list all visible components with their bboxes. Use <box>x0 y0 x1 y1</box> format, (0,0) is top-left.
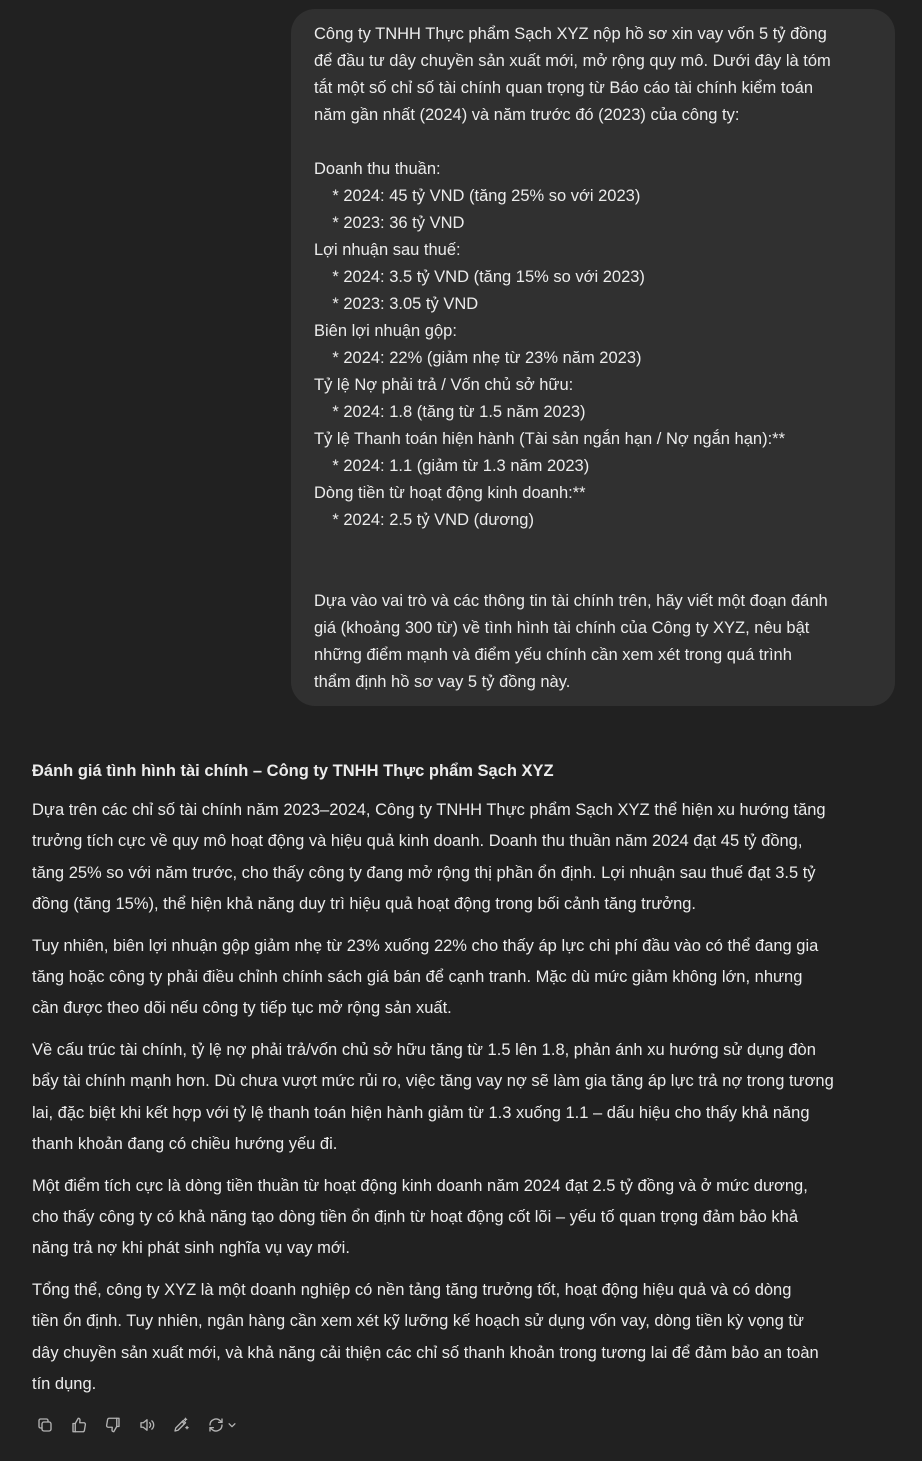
assistant-paragraph-line: cần được theo dõi nếu công ty tiếp tục mở rộng sản xuất. <box>32 999 452 1018</box>
copy-button[interactable] <box>32 1412 58 1438</box>
user-message-line: * 2023: 36 tỷ VND <box>314 214 465 232</box>
thumbs-down-icon <box>104 1416 122 1434</box>
user-message-line: Biên lợi nhuận gộp: <box>314 322 457 340</box>
assistant-paragraph <box>32 931 902 1025</box>
assistant-paragraph-line: trưởng tích cực về quy mô hoạt động và hiệu quả kinh doanh. Doanh thu thuần năm 2024 đạt 45 tỷ đồng, <box>32 832 803 851</box>
assistant-paragraph-line: Tổng thể, công ty XYZ là một doanh nghiệp có nền tảng tăng trưởng tốt, hoạt động hiệu quả và có dòng <box>32 1281 792 1300</box>
edit-icon <box>172 1416 190 1434</box>
assistant-paragraph-line: tăng hoặc công ty phải điều chỉnh chính sách giá bán để cạnh tranh. Mặc dù mức giảm không lớn, nhưng <box>32 967 803 986</box>
edit-button[interactable] <box>168 1412 194 1438</box>
read-aloud-icon <box>138 1416 156 1434</box>
user-message-line: Dựa vào vai trò và các thông tin tài chính trên, hãy viết một đoạn đánh <box>314 592 828 610</box>
user-message-line: những điểm mạnh và điểm yếu chính cần xem xét trong quá trình <box>314 646 792 664</box>
user-message-line: * 2024: 3.5 tỷ VND (tăng 15% so với 2023) <box>314 268 645 286</box>
thumbs-up-icon <box>70 1416 88 1434</box>
assistant-paragraph-line: tăng 25% so với năm trước, cho thấy công ty đang mở rộng thị phần ổn định. Lợi nhuận sau thuế đạt 3.5 tỷ <box>32 863 816 882</box>
user-message-bubble <box>291 9 895 706</box>
assistant-body <box>32 795 902 1400</box>
assistant-paragraph-line: Một điểm tích cực là dòng tiền thuần từ hoạt động kinh doanh năm 2024 đạt 2.5 tỷ đồng và ở mức dương, <box>32 1176 808 1195</box>
user-message-line <box>314 129 873 156</box>
user-message-line: * 2024: 2.5 tỷ VND (dương) <box>314 511 534 529</box>
assistant-paragraph-line: bẩy tài chính mạnh hơn. Dù chưa vượt mức rủi ro, việc tăng vay nợ sẽ làm gia tăng áp lực trả nợ trong tương <box>32 1072 834 1091</box>
user-message-line: giá (khoảng 300 từ) về tình hình tài chính của Công ty XYZ, nêu bật <box>314 619 810 637</box>
message-action-bar <box>32 1412 250 1438</box>
assistant-paragraph-line: năng trả nợ khi phát sinh nghĩa vụ vay mới. <box>32 1239 350 1258</box>
assistant-paragraph-line: dây chuyền sản xuất mới, và khả năng cải thiện các chỉ số thanh khoản trong tương lai để đảm bảo an toàn <box>32 1343 819 1362</box>
assistant-paragraph-line: tín dụng. <box>32 1375 97 1394</box>
user-message-line: * 2024: 22% (giảm nhẹ từ 23% năm 2023) <box>314 349 642 367</box>
assistant-paragraph-line: Về cấu trúc tài chính, tỷ lệ nợ phải trả/vốn chủ sở hữu tăng từ 1.5 lên 1.8, phản ánh xu hướng sử dụng đòn <box>32 1041 816 1060</box>
assistant-paragraph <box>32 1171 902 1265</box>
user-message-line: năm gần nhất (2024) và năm trước đó (2023) của công ty: <box>314 106 740 124</box>
assistant-paragraph-line: lai, đặc biệt khi kết hợp với tỷ lệ thanh toán hiện hành giảm từ 1.3 xuống 1.1 – dấu hiệu cho thấy khả năng <box>32 1103 810 1122</box>
assistant-paragraph-line: cho thấy công ty có khả năng tạo dòng tiền ổn định từ hoạt động cốt lõi – yếu tố quan trọng đảm bảo khả <box>32 1208 799 1227</box>
user-message-line <box>314 534 873 561</box>
user-message-line: tắt một số chỉ số tài chính quan trọng từ Báo cáo tài chính kiểm toán <box>314 79 813 97</box>
assistant-paragraph-line: đồng (tăng 15%), thể hiện khả năng duy trì hiệu quả hoạt động trong bối cảnh tăng trưởng. <box>32 894 697 913</box>
assistant-paragraph <box>32 1035 902 1160</box>
user-message-line: * 2023: 3.05 tỷ VND <box>314 295 479 313</box>
regenerate-icon <box>207 1416 225 1434</box>
user-message-line: Dòng tiền từ hoạt động kinh doanh:** <box>314 484 586 502</box>
regenerate-button[interactable] <box>202 1412 242 1438</box>
assistant-paragraph-line: tiền ổn định. Tuy nhiên, ngân hàng cần xem xét kỹ lưỡng kế hoạch sử dụng vốn vay, dòng tiền kỳ vọng từ <box>32 1312 804 1331</box>
assistant-paragraph <box>32 1275 902 1400</box>
user-message-line: Doanh thu thuần: <box>314 160 441 178</box>
user-message-text <box>314 21 873 696</box>
thumbs-up-button[interactable] <box>66 1412 92 1438</box>
user-message-line: để đầu tư dây chuyền sản xuất mới, mở rộng quy mô. Dưới đây là tóm <box>314 52 831 70</box>
assistant-paragraph-line: thanh khoản đang có chiều hướng yếu đi. <box>32 1134 338 1153</box>
user-message-line: Tỷ lệ Thanh toán hiện hành (Tài sản ngắn hạn / Nợ ngắn hạn):** <box>314 430 785 448</box>
read-aloud-button[interactable] <box>134 1412 160 1438</box>
user-message-line <box>314 561 873 588</box>
user-message-line: * 2024: 1.8 (tăng từ 1.5 năm 2023) <box>314 403 586 421</box>
user-message-line: * 2024: 1.1 (giảm từ 1.3 năm 2023) <box>314 457 590 475</box>
assistant-paragraph-line: Dựa trên các chỉ số tài chính năm 2023–2024, Công ty TNHH Thực phẩm Sạch XYZ thể hiện xu hướng tăng <box>32 801 826 819</box>
assistant-paragraph <box>32 795 902 920</box>
chevron-down-icon <box>227 1420 237 1430</box>
thumbs-down-button[interactable] <box>100 1412 126 1438</box>
assistant-message <box>32 757 902 1411</box>
user-message-line: * 2024: 45 tỷ VND (tăng 25% so với 2023) <box>314 187 641 205</box>
user-message-line: thẩm định hồ sơ vay 5 tỷ đồng này. <box>314 673 571 691</box>
assistant-paragraph-line: Tuy nhiên, biên lợi nhuận gộp giảm nhẹ từ 23% xuống 22% cho thấy áp lực chi phí đầu vào có thể đang gia <box>32 936 819 955</box>
assistant-heading: Đánh giá tình hình tài chính – Công ty TNHH Thực phẩm Sạch XYZ <box>32 762 554 780</box>
copy-icon <box>36 1416 54 1434</box>
user-message-line: Tỷ lệ Nợ phải trả / Vốn chủ sở hữu: <box>314 376 574 394</box>
user-message-line: Lợi nhuận sau thuế: <box>314 241 461 259</box>
user-message-line: Công ty TNHH Thực phẩm Sạch XYZ nộp hồ sơ xin vay vốn 5 tỷ đồng <box>314 25 827 43</box>
